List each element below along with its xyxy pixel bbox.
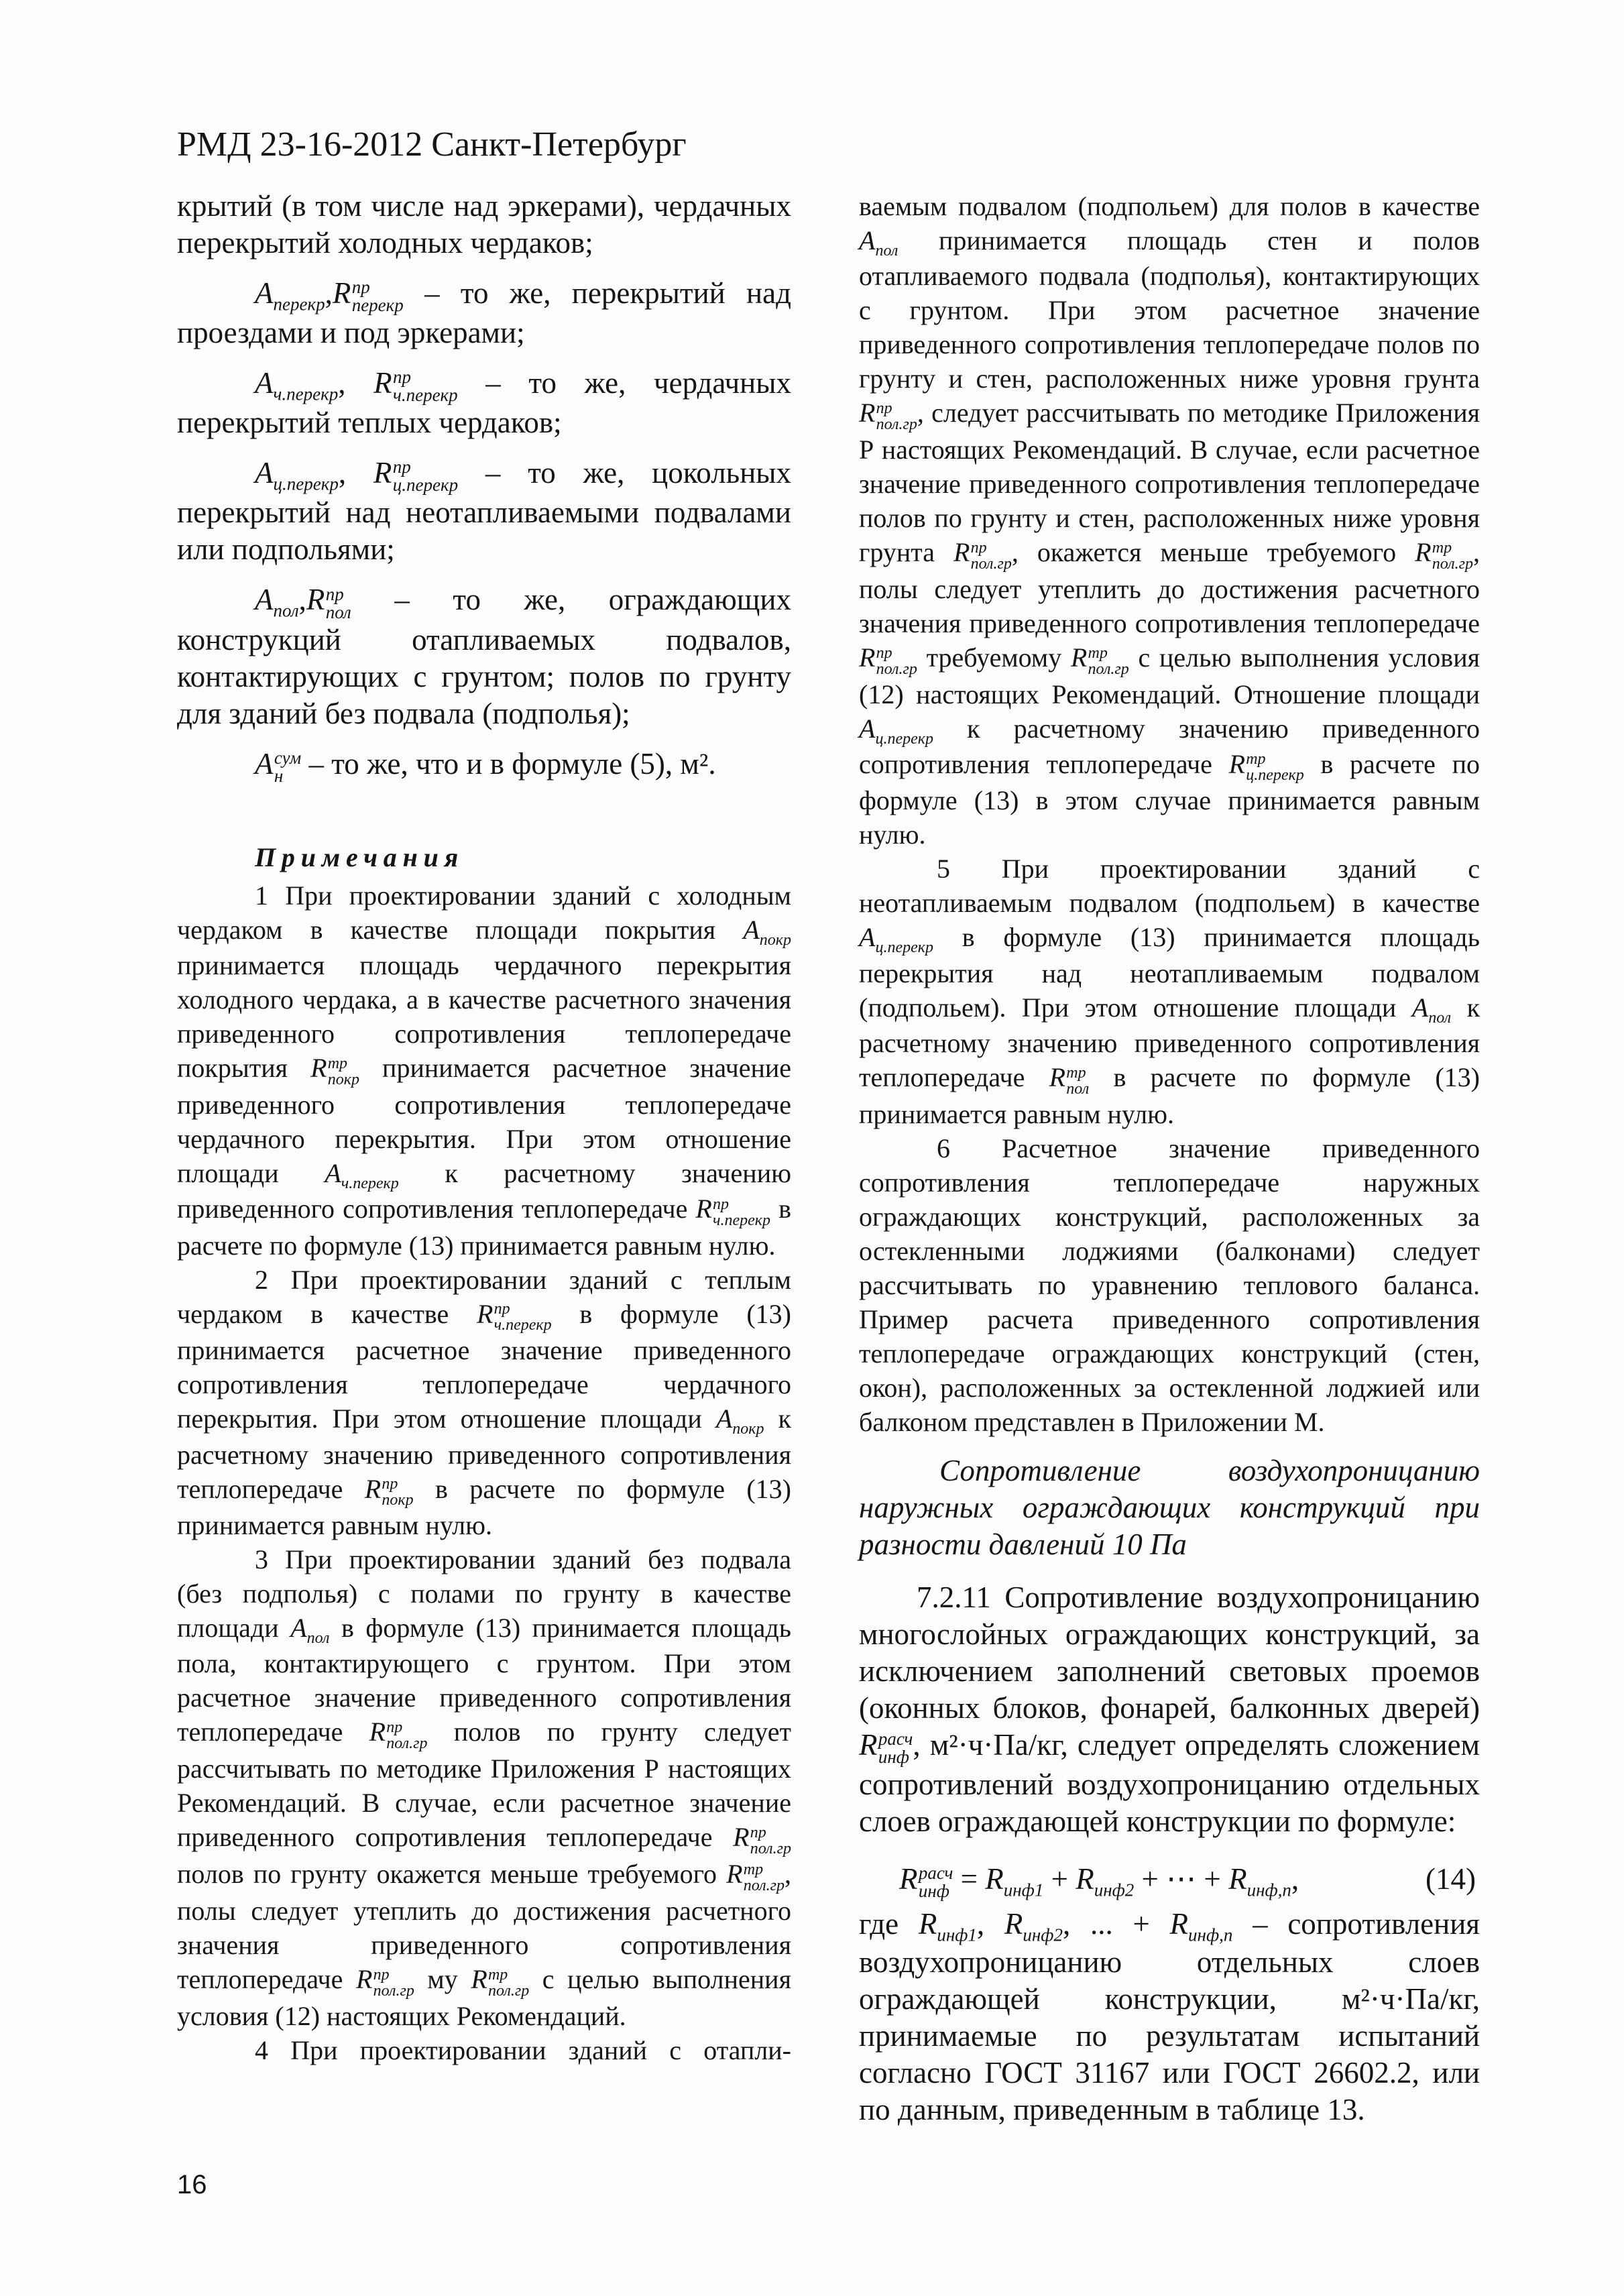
formula-symbol [471,1963,530,2000]
formula-symbol [290,1613,330,1648]
symbol-subscript: пол [306,1629,330,1648]
symbol-base: R [733,1822,750,1853]
note-3: 3 При проектировании зданий без подвала (без подполья) с полами по грунту в качестве площади $A_{пол}$ в формуле (13) принимается площадь пола, контактирующего с грунтом. При этом расчетное значение приведенного сопротивления теплопередаче R пр пол.гр полов по грунту следует рассчитывать по методике Приложения Р настоящих Рекомендаций. В случае, если расчетное значение приведенного сопротивления теплопередаче R пр пол.гр полов по грунту окажется меньше требуемого R тр пол.гр , полы следует утеплить до достижения расчетного значения приведенного сопротивления теплопередаче R пр пол.гр му R тр пол.гр с целью выполнения условия (12) настоящих Рекомендаций. [177,1544,791,2031]
symbol-subscript: покр [382,1491,414,1509]
symbol-base: R [1004,1906,1023,1941]
symbol-subscript: пол.гр [487,1982,530,2000]
symbol-subscript: ч.перекр [392,385,458,406]
symbol-subscript: инф,n [1188,1925,1233,1945]
formula-symbol [1076,1861,1135,1900]
symbol-base: A [290,1613,307,1644]
formula-symbol [310,1052,359,1088]
formula-symbol [255,276,325,314]
formula-symbol [369,1717,428,1753]
symbol-superscript: тр [1432,538,1452,557]
formula-symbol [1070,642,1129,678]
formula-symbol [1169,1906,1233,1945]
symbol-subscript: инф,n [1246,1879,1291,1900]
symbol-indices [876,400,917,433]
symbol-indices [352,278,404,314]
formula-symbol [1411,992,1452,1027]
symbol-superscript: пр [386,1719,403,1737]
symbol-base: R [355,1963,373,1994]
symbol-superscript: тр [743,1860,764,1878]
formula-symbol [859,225,898,260]
formula-symbol [332,276,404,316]
formula-symbol [1415,536,1473,573]
formula-symbol [477,1298,552,1334]
symbol-subscript: пол.гр [750,1840,791,1858]
symbol-indices [919,1864,953,1900]
formula-symbol [373,366,458,406]
symbol-superscript: пр [382,1475,398,1493]
symbol-base: R [695,1193,712,1224]
symbol-base: R [985,1861,1004,1896]
symbol-indices [713,1196,770,1228]
symbol-superscript: тр [1246,750,1266,768]
symbol-base: R [369,1717,386,1747]
symbol-subscript: пол.гр [1088,660,1129,678]
formula-symbol [985,1861,1044,1900]
symbol-base: R [477,1298,494,1329]
note-1: 1 При проектировании зданий с холодным чердаком в качестве площади покрытия $A_{покр}$ принимается площадь чердачного перекрытия холодного чердака, а в качестве расчетного значения приведенного сопротивления теплопередаче покрытия R тр покр принимается расчетное значение приведенного сопротивления теплопередаче чердачного перекрытия. При этом отношение площади $A_{ч.перекр}$ к расчетному значению приведенного сопротивления теплопередаче R пр ч.перекр в расчете по формуле (13) принимается равным нулю. [177,880,792,1261]
symbol-superscript: пр [351,277,370,298]
symbol-indices [373,1967,414,1999]
symbol-superscript: расч [878,1728,913,1749]
symbol-base: R [373,366,392,400]
symbol-indices [494,1301,552,1333]
symbol-base: A [255,276,274,310]
symbol-base: R [1228,748,1246,779]
symbol-indices [876,645,917,677]
symbol-subscript: инф1 [937,1925,977,1945]
symbol-subscript: перекр [351,295,404,316]
symbol-base: A [255,746,274,781]
symbol-base: R [471,1963,487,1994]
symbol-superscript: пр [325,583,344,604]
symbol-base: R [1076,1861,1094,1896]
symbol-subscript: ц.перекр [875,939,933,957]
symbol-base: A [1411,992,1429,1023]
formula-symbol [899,1861,953,1901]
formula-14 [859,1859,1480,1900]
definition-item: $A_{перекр},R$ пр перекр – то же, перекрытий над проездами и под эркерами; [177,276,791,350]
symbol-subscript: пол.гр [1432,555,1473,573]
symbol-superscript: тр [1088,644,1108,662]
symbol-subscript: пол [325,601,351,622]
symbol-subscript: ц.перекр [392,475,459,496]
formula-symbol [255,583,299,621]
note-2: 2 При проектировании зданий с теплым чердаком в качестве R пр ч.перекр в формуле (13) принимается расчетное значение приведенного сопротивления теплопередаче чердачного перекрытия. При этом отношение площади $A_{покр}$ к расчетному значению приведенного сопротивления теплопередаче R пр покр в расчете по формуле (13) принимается равным нулю. [177,1264,791,1541]
symbol-subscript: ц.перекр [1246,766,1304,785]
clause-7-2-11: 7.2.11 Сопротивление воздухопроницанию многослойных ограждающих конструкций, за исключением заполнений световых проемов (оконных блоков, фонарей, балконных дверей) R расч инф , м²·ч·Па/кг, следует определять сложением сопротивлений воздухопроницанию отдельных слоев ограждающей конструкции по формуле: [859,1580,1480,1838]
formula-symbol [953,536,1012,573]
symbol-superscript: пр [876,399,892,417]
symbol-subscript: пол.гр [386,1735,428,1753]
symbol-base: R [953,536,970,567]
symbol-subscript: пол [273,600,299,621]
symbol-indices [1088,645,1129,677]
symbol-superscript: пр [392,457,411,477]
symbol-subscript: инф [878,1746,909,1767]
symbol-base: A [255,366,274,400]
note-4-continued: ваемым подвалом (подпольем) для полов в качестве $A_{пол}$ принимается площадь стен и полов отапливаемого подвала (подполья), контактирующих с грунтом. При этом расчетное значение приведенного сопротивления теплопередаче полов по грунту и стен, расположенных ниже уровня грунта R пр пол.гр , следует рассчитывать по методике Приложения Р настоящих Рекомендаций. В случае, если расчетное значение приведенного сопротивления теплопередаче полов по грунту и стен, расположенных ниже уровня грунта R пр пол.гр , окажется меньше требуемого R тр пол.гр , полы следует утеплить до достижения расчетного значения приведенного сопротивления теплопередаче R пр пол.гр требуемому R тр пол.гр с целью выполнения условия (12) настоящих Рекомендаций. Отношение площади $A_{ц.перекр}$ к расчетному значению приведенного сопротивления теплопередаче R тр ц.перекр в расчете по формуле (13) в этом случае принимается равным нулю. [859,191,1480,850]
formula-symbol [715,1403,764,1438]
symbol-superscript: пр [373,1965,390,1984]
symbol-superscript: тр [487,1965,508,1984]
symbol-indices [328,1055,359,1088]
note-6: 6 Расчетное значение приведенного сопротивления теплопередаче наружных ограждающих конструкций, расположенных за остекленными лоджиями (балконами) следует рассчитывать по уравнению теплового баланса. Пример расчета приведенного сопротивления теплопередаче ограждающих конструкций (стен, окон), расположенных за остекленной лоджией или балконом представлен в Приложении М. [859,1133,1480,1437]
symbol-indices [274,749,301,785]
formula-symbol [364,1473,414,1509]
symbol-subscript: н [274,765,284,786]
formula-symbol [859,642,917,678]
formula-symbol [726,1859,785,1894]
symbol-subscript: покр [732,1420,764,1438]
symbol-indices [382,1476,413,1508]
formula-symbol [306,583,351,622]
symbol-base: R [364,1473,382,1504]
symbol-base: R [859,1727,878,1762]
formula-symbol [859,1727,913,1767]
symbol-subscript: инф2 [1094,1879,1135,1900]
formula-symbol [1228,1861,1291,1900]
symbol-indices [971,540,1012,572]
symbol-superscript: пр [494,1300,510,1318]
symbol-subscript: пол.гр [373,1982,414,2000]
formula-14-expression: R расч инф = $R_{инф1} + R_{инф2}$ + ⋯ + $R_{инф,n}$, [899,1861,1299,1901]
symbol-subscript: ч.перекр [713,1211,771,1229]
note-4-start: 4 При проектировании зданий с отапли- [255,2034,791,2065]
notes-heading: Примечания [255,842,465,872]
formula-symbol [859,713,933,748]
formula-14-explanation: где $R_{инф1}$, $R_{инф2}$, ... + $R_{инф,n}$ – сопротивления воздухопроницанию отдельных слоев ограждающей конструкции, м²·ч·Па/кг, принимаемые по результатам испытаний согласно ГОСТ 31167 или ГОСТ 26602.2, или по данным, приведенным в таблице 13. [859,1906,1480,2127]
symbol-base: A [743,914,760,945]
formula-symbol [255,366,339,404]
symbol-subscript: ч.перекр [494,1316,552,1334]
symbol-subscript: пол.гр [970,555,1012,573]
symbol-indices [1246,751,1304,783]
symbol-indices [488,1967,529,1999]
symbol-base: A [715,1403,733,1434]
formula-symbol [859,398,917,433]
symbol-subscript: пол.гр [876,415,917,433]
formula-symbol [918,1906,977,1945]
formula-symbol [1049,1061,1090,1098]
note-5: 5 При проектировании зданий с неотапливаемым подвалом (подпольем) в качестве $A_{ц.перекр}$ в формуле (13) принимается площадь перекрытия над неотапливаемым подвалом (подпольем). При этом отношение площади $A_{пол}$ к расчетному значению приведенного сопротивления теплопередаче R тр пол в расчете по формуле (13) принимается равным нулю. [859,854,1480,1129]
symbol-subscript: инф2 [1023,1925,1063,1945]
symbol-indices [1066,1065,1089,1097]
symbol-base: A [255,583,274,617]
formula-symbol [325,1157,399,1192]
symbol-base: R [1228,1861,1247,1896]
formula-symbol [733,1822,791,1858]
symbol-subscript: ч.перекр [341,1174,399,1192]
symbol-subscript: ц.перекр [273,473,339,494]
symbol-base: A [859,713,876,744]
symbol-base: R [899,1861,918,1896]
symbol-superscript: пр [713,1195,730,1213]
symbol-base: A [325,1157,341,1188]
formula-symbol [255,456,339,494]
symbol-base: R [1169,1906,1189,1941]
symbol-base: R [918,1906,937,1941]
symbol-base: R [373,456,392,490]
definition-continuation: крытий (в том числе над эркерами), чердачных перекрытий холодных чердаков; [177,189,791,260]
formula-symbol [1228,748,1304,785]
symbol-subscript: пол.гр [876,660,917,678]
definition-item: $A_{ц.перекр}$, R пр ц.перекр – то же, цокольных перекрытий над неотапливаемыми подвалами или подпольями; [177,456,792,567]
formula-symbol [743,914,791,949]
symbol-superscript: пр [392,367,411,388]
symbol-subscript: пол [1428,1009,1452,1027]
symbol-superscript: тр [1066,1064,1086,1082]
symbol-subscript: ч.перекр [273,384,339,404]
formula-symbol [859,922,933,957]
symbol-superscript: тр [327,1054,348,1072]
symbol-subscript: перекр [273,294,325,314]
symbol-base: R [859,398,876,428]
symbol-base: R [1415,536,1432,567]
symbol-superscript: пр [876,644,892,662]
symbol-superscript: расч [918,1862,953,1883]
symbol-superscript: пр [970,538,987,557]
symbol-base: R [332,276,351,310]
symbol-indices [744,1861,785,1894]
symbol-superscript: пр [750,1824,766,1842]
formula-symbol [255,746,302,786]
symbol-base: R [306,583,325,617]
formula-symbol [355,1963,414,2000]
formula-symbol [1004,1906,1063,1945]
symbol-indices [750,1825,791,1857]
symbol-base: A [255,456,274,490]
symbol-indices [393,368,458,404]
definition-item: A сум н – то же, что и в формуле (5), м². [255,746,716,786]
definition-item: $A_{ч.перекр}$, R пр ч.перекр – то же, чердачных перекрытий теплых чердаков; [177,366,791,440]
symbol-base: A [859,225,876,255]
right-column [859,189,1480,2128]
definition-item: $A_{пол},R$ пр пол – то же, ограждающих конструкций отапливаемых подвалов, контактирующих с грунтом; полов по грунту для зданий без подвала (подполья); [177,583,791,730]
symbol-subscript: пол.гр [743,1876,785,1894]
symbol-indices [386,1719,427,1752]
running-header: РМД 23-16-2012 Санкт-Петербург [177,125,687,164]
left-column [177,188,791,2067]
symbol-subscript: пол [875,242,898,260]
symbol-superscript: сум [274,747,302,768]
symbol-base: A [859,922,876,953]
symbol-subscript: покр [759,931,791,949]
symbol-base: R [1049,1061,1066,1092]
symbol-base: R [1070,642,1088,673]
formula-symbol [373,456,459,496]
symbol-subscript: пол [1066,1080,1090,1098]
symbol-base: R [726,1859,743,1890]
page-number: 16 [177,2170,207,2199]
symbol-subscript: инф [918,1880,949,1901]
symbol-indices [878,1730,913,1766]
section-subheading: Сопротивление воздухопроницанию наружных ограждающих конструкций при разности давлений 10 Па [859,1453,1480,1561]
symbol-subscript: инф1 [1003,1879,1044,1900]
symbol-base: R [310,1052,327,1083]
symbol-subscript: покр [327,1070,359,1088]
formula-14-number: (14) [1426,1861,1476,1896]
symbol-indices [393,458,458,494]
symbol-indices [326,585,351,622]
symbol-base: R [859,642,876,673]
formula-symbol [695,1193,771,1229]
symbol-subscript: ц.перекр [875,730,933,748]
symbol-indices [1432,540,1473,572]
